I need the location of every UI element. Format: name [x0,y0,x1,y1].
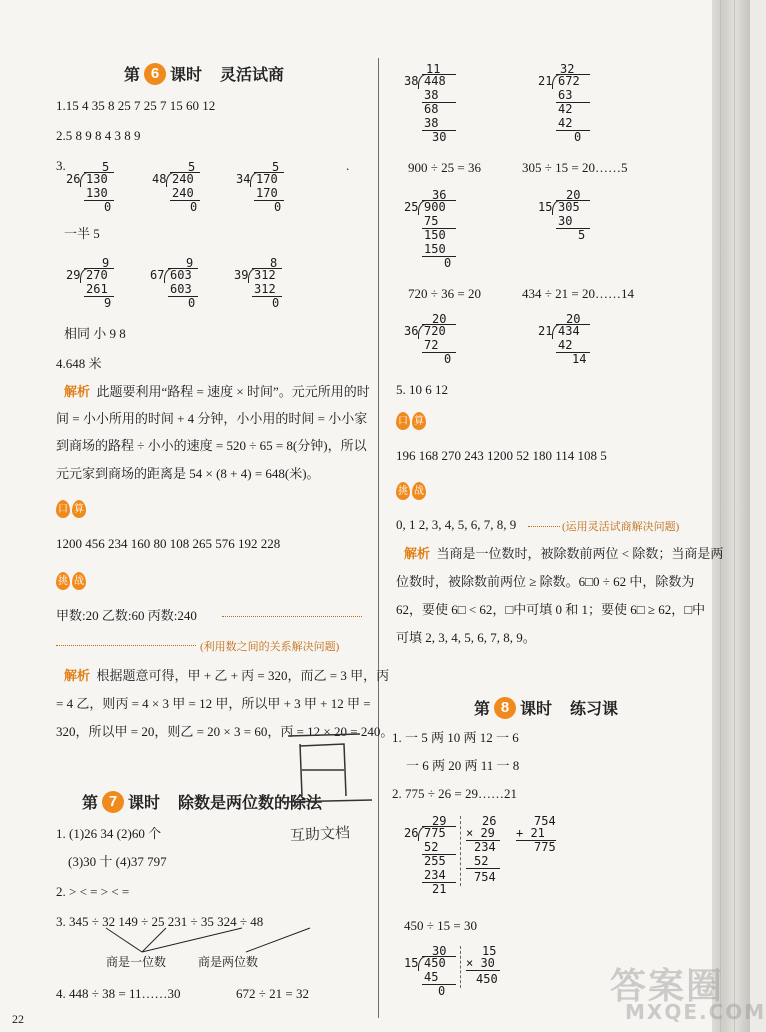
exp-text: 根据题意可得，甲 + 乙 + 丙 = 320，而乙 = 3 甲，丙 [96,668,390,683]
eq-434: 434 ÷ 21 = 20……14 [522,286,634,301]
lesson6-title [124,62,284,85]
l6-tz-note: (利用数之间的关系解决问题) [200,641,340,653]
badge-char: 战 [72,572,86,590]
dotted-leader [222,616,362,617]
eq-450: 450 ÷ 15 = 30 [404,918,477,933]
jiexi-label: 解析 [404,546,431,561]
stamp-text: 互助文档 [289,823,351,845]
eq-900: 900 ÷ 25 = 36 [408,160,481,175]
l7-q2: 2. > < = > < = [56,884,130,899]
lesson-number-badge: 8 [494,697,516,719]
l6-tz-exp-line3: 320，所以甲 = 20，则乙 = 20 × 3 = 60，丙 = 12 × 20 = 240。 [56,724,394,739]
exp-text: 当商是一位数时，被除数前两位 < 除数；当商是两 [436,546,724,561]
title-suffix: 课时 [520,701,553,718]
l6-q4-explanation-line2: 间 = 小小所用的时间 + 4 分钟，小小用的时间 = 小小家 [56,411,368,426]
l7-q3-one-digit: 商是一位数 [106,955,167,969]
tiaozhan-badge [396,482,426,500]
page-number: 22 [12,1012,24,1026]
badge-char: 算 [72,500,86,518]
l6-tz-exp-line2: = 4 乙，则丙 = 4 × 3 甲 = 12 甲，所以甲 + 3 甲 + 12 甲 = [56,696,371,711]
l7-q4b: 672 ÷ 21 = 32 [236,986,309,1001]
l7-tz-exp-line2: 位数时，被除数前两位 ≥ 除数。6□0 ÷ 62 中，除数为 [396,574,695,589]
book-spine [712,0,750,1032]
lesson-number-badge: 7 [102,791,124,813]
lesson-name: 练习课 [570,701,619,718]
title-suffix: 课时 [170,67,203,84]
l6-tz-answer: 甲数:20 乙数:60 丙数:240 [56,608,197,623]
badge-char: 挑 [56,572,70,590]
title-prefix: 第 [474,701,491,718]
badge-char: 算 [412,412,426,430]
dashed-separator [460,816,461,886]
jiexi-label: 解析 [64,384,91,399]
l7-kousuan: 196 168 270 243 1200 52 180 114 108 5 [396,448,607,463]
l6-q3-same: 相同 小 9 8 [64,326,126,341]
l6-q3-label: 3. [56,158,66,173]
title-prefix: 第 [82,795,99,812]
dashed-separator [460,946,461,988]
l7-q5: 5. 10 6 12 [396,382,448,397]
l8-q1b: 一 6 两 20 两 11 一 8 [406,758,520,773]
kousuan-badge [396,412,426,430]
badge-char: 战 [412,482,426,500]
l7-q1b: (3)30 十 (4)37 797 [68,854,167,869]
eq-305: 305 ÷ 15 = 20……5 [522,160,628,175]
badge-char: 挑 [396,482,410,500]
l7-q4a: 4. 448 ÷ 38 = 11……30 [56,986,181,1001]
title-suffix: 课时 [128,795,161,812]
l7-q3: 3. 345 ÷ 32 149 ÷ 25 231 ÷ 35 324 ÷ 48 [56,914,264,929]
l8-q2: 2. 775 ÷ 26 = 29……21 [392,786,517,801]
l6-q2: 2.5 8 9 8 4 3 8 9 [56,128,141,143]
title-prefix: 第 [124,67,141,84]
l7-q1a: 1. (1)26 34 (2)60 个 [56,826,162,841]
l7-tz-exp-line4: 可填 2, 3, 4, 5, 6, 7, 8, 9。 [396,630,536,645]
l6-q1: 1.15 4 35 8 25 7 25 7 15 60 12 [56,98,216,113]
l7-tz-exp-line3: 62，要使 6□ < 62，□中可填 0 和 1；要使 6□ ≥ 62，□中 [396,602,706,617]
l6-q4-explanation-line3: 到商场的路程 ÷ 小小的速度 = 520 ÷ 65 = 8(分钟)，所以 [56,438,367,453]
l6-tz-exp-line1 [64,668,389,684]
l7-tz-exp-line1 [404,546,723,562]
tiaozhan-badge [56,572,86,590]
l7-tz-note: (运用灵活试商解决问题) [562,521,680,533]
l8-q1a: 1. 一 5 两 10 两 12 一 6 [392,730,519,745]
l7-tz-answer: 0, 1 2, 3, 4, 5, 6, 7, 8, 9 [396,517,517,532]
watermark-logo: 答案圈 [610,966,725,1007]
eq-720: 720 ÷ 36 = 20 [408,286,481,301]
dot-mark: . [346,158,350,173]
l6-q3-note: 一半 5 [64,226,100,241]
exp-text: 此题要利用“路程 = 速度 × 时间”。元元所用的时 [96,384,370,399]
badge-char: 口 [56,500,70,518]
l6-kousuan: 1200 456 234 160 80 108 265 576 192 228 [56,536,281,551]
l7-q3-two-digit: 商是两位数 [198,955,259,969]
l6-q4-explanation-line1 [64,384,370,400]
dotted-leader [56,645,196,646]
l6-q4: 4.648 米 [56,356,102,371]
lesson8-title [474,696,618,719]
lesson-name: 灵活试商 [220,67,285,84]
l6-q4-explanation-line4: 元元家到商场的距离是 54 × (8 + 4) = 648(米)。 [56,466,320,481]
lesson-number-badge: 6 [144,63,166,85]
lesson-name: 除数是两位数的除法 [178,795,323,812]
dotted-leader [528,526,560,527]
watermark-url: MXQE.COM [625,1000,766,1024]
column-divider [378,58,379,1018]
jiexi-label: 解析 [64,668,91,683]
kousuan-badge [56,500,86,518]
badge-char: 口 [396,412,410,430]
